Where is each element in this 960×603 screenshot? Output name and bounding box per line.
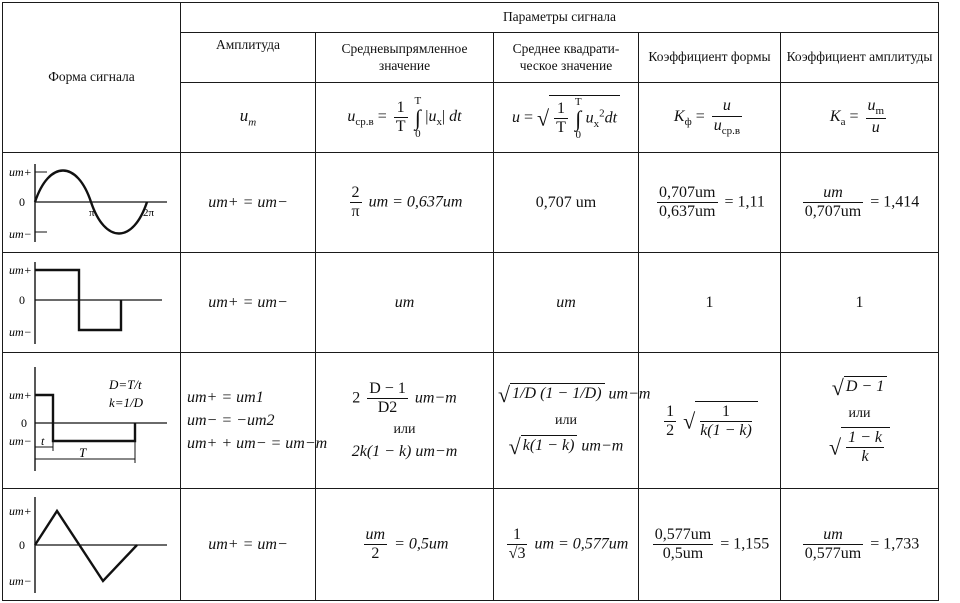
triangle-waveform-cell: [3, 489, 181, 601]
triangle-form-factor: $\frac{0,577um}{0,5um}$ = 1,155: [639, 489, 781, 601]
square-form-factor: 1: [639, 253, 781, 353]
form-column-header: [3, 3, 181, 153]
um-plus-label: um+: [9, 503, 32, 518]
square-amplitude-factor: 1: [781, 253, 939, 353]
square-amplitude: um+ = um−: [181, 253, 316, 353]
form-factor-header: [639, 33, 781, 83]
amplitude-header: [181, 33, 316, 83]
avg-formula-cell: [316, 83, 494, 153]
zero-label: 0: [19, 292, 25, 307]
zero-label: 0: [21, 415, 27, 430]
table-row: [3, 153, 939, 253]
sine-amplitude-factor: $\frac{um}{0,707um}$ = 1,414: [781, 153, 939, 253]
pulse-amplitude-factor: √ D − 1 или √ $\frac{1 - k}{k}$: [781, 353, 939, 489]
square-waveform-cell: [3, 253, 181, 353]
triangle-amplitude: um+ = um−: [181, 489, 316, 601]
um-minus-label: um−: [9, 573, 32, 588]
duty-cycle-label: D=T/t: [109, 376, 142, 392]
table-row: [3, 353, 939, 489]
amplitude-factor-header-label: Коэффициент амплитуды: [786, 49, 933, 65]
pulse-amplitude: um+ = um1 um− = −um2 um+ + um− = um−m: [181, 353, 316, 489]
sine-rms: 0,707 um: [494, 153, 639, 253]
square-waveform-graph: [7, 258, 177, 348]
k-label: k=1/D: [109, 394, 144, 410]
form-factor-formula: $K_ф$ = $\frac{u}{u_{ср.в}}$: [673, 97, 741, 137]
period-label: T: [79, 444, 87, 460]
um-minus-label: um−: [9, 433, 32, 448]
params-title: Параметры сигнала: [502, 9, 617, 25]
rms-header: [494, 33, 639, 83]
rms-header-label: Среднее квадрати-ческое значение: [512, 40, 620, 73]
two-pi-label: 2π: [143, 206, 155, 219]
rms-formula-cell: [494, 83, 639, 153]
triangle-avg-rectified: $\frac{um}{2}$ = 0,5um: [316, 489, 494, 601]
amplitude-factor-formula-cell: [781, 83, 939, 153]
um-plus-label: um+: [9, 164, 32, 179]
triangle-rms: $\frac{1}{√3}$ um = 0,577um: [494, 489, 639, 601]
square-avg-rectified: um: [316, 253, 494, 353]
zero-label: 0: [19, 194, 25, 209]
triangle-waveform-graph: [7, 493, 177, 597]
amplitude-symbol-cell: [181, 83, 316, 153]
pulse-avg-rectified: 2 $\frac{D - 1}{D2}$ um−m или 2k(1 − k) um−m: [316, 353, 494, 489]
avg-rectified-header-label: Средневыпрямленное значение: [341, 40, 468, 73]
avg-rectified-header: [316, 33, 494, 83]
square-rms: um: [494, 253, 639, 353]
zero-label: 0: [19, 537, 25, 552]
form-column-title: Форма сигнала: [48, 69, 135, 85]
form-factor-formula-cell: [639, 83, 781, 153]
pulse-form-factor: $\frac{1}{2}$ √ $\frac{1}{k(1 - k)}$: [639, 353, 781, 489]
table-row: [3, 489, 939, 601]
um-plus-label: um+: [9, 262, 32, 277]
um-plus-label: um+: [9, 387, 32, 402]
pulse-rms: √ 1/D (1 − 1/D) um−m или √ k(1 − k) um−m: [494, 353, 639, 489]
pi-label: π: [89, 206, 95, 219]
amplitude-header-label: Амплитуда: [216, 37, 280, 52]
pulse-waveform-graph: [7, 361, 177, 481]
table-row: [3, 253, 939, 353]
pulse-waveform-cell: [3, 353, 181, 489]
um-minus-label: um−: [9, 226, 32, 241]
amplitude-symbol: $u_m$: [239, 106, 257, 129]
um-minus-label: um−: [9, 324, 32, 339]
form-factor-header-label: Коэффициент формы: [648, 49, 771, 65]
sine-avg-rectified: $\frac{2}{\pi}$ um = 0,637um: [316, 153, 494, 253]
amplitude-factor-formula: $K_а$ = $\frac{u_m}{u}$: [829, 97, 885, 137]
sine-form-factor: $\frac{0,707um}{0,637um}$ = 1,11: [639, 153, 781, 253]
params-header: [181, 3, 939, 33]
sine-amplitude: um+ = um−: [181, 153, 316, 253]
sine-waveform-graph: [7, 158, 177, 248]
avg-formula: $u_{ср.в}$ = $\frac{1}{T}$ T ∫ 0 $|u_x|$ dt: [347, 94, 462, 140]
triangle-amplitude-factor: $\frac{um}{0,577um}$ = 1,733: [781, 489, 939, 601]
sine-waveform-cell: [3, 153, 181, 253]
amplitude-factor-header: [781, 33, 939, 83]
t-label: t: [41, 433, 45, 448]
signal-parameters-table: [2, 2, 939, 601]
rms-formula: u = √ $\frac{1}{T}$ T ∫ 0 $u_x^2dt$: [512, 109, 620, 126]
